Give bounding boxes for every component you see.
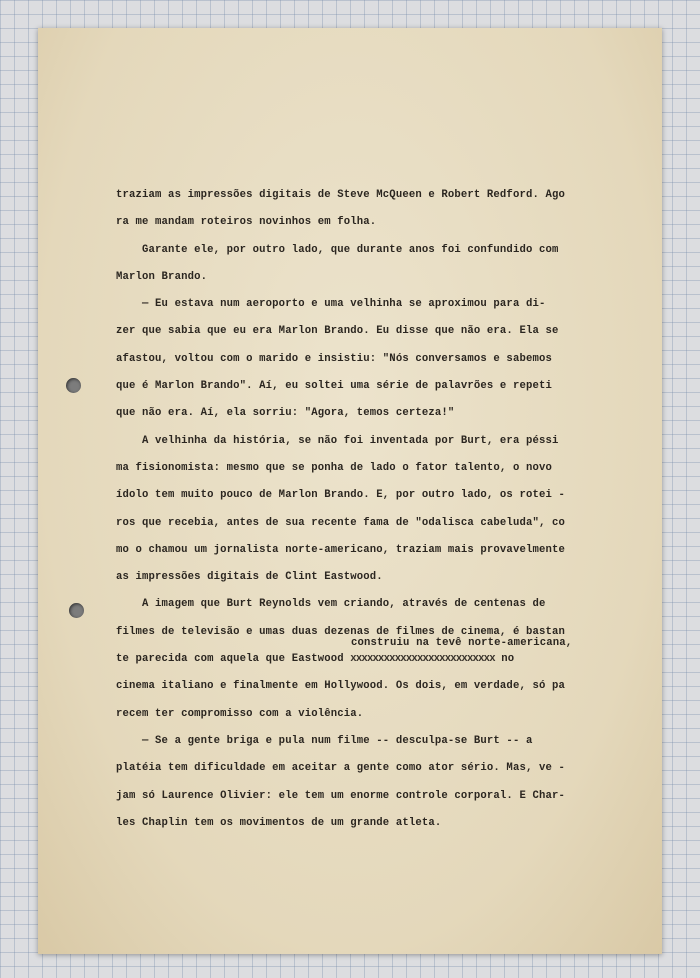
text-line: — Se a gente briga e pula num filme -- desculpa-se Burt -- a: [116, 734, 533, 747]
text-line: A imagem que Burt Reynolds vem criando, através de centenas de: [116, 598, 546, 611]
text-line: afastou, voltou com o marido e insistiu: "Nós conversamos e sabemos: [116, 352, 552, 365]
typewritten-page: [38, 28, 662, 954]
text-line: jam só Laurence Olivier: ele tem um enorme controle corporal. E Char-: [116, 789, 566, 802]
typed-text-body: [116, 182, 616, 837]
text-line: mo o chamou um jornalista norte-americano, traziam mais provavelmente: [116, 543, 566, 556]
punch-hole: [66, 378, 81, 393]
line-before-strike: te parecida com aquela que Eastwood: [116, 653, 351, 666]
text-line: cinema italiano e finalmente em Hollywood. Os dois, em verdade, só pa: [116, 680, 566, 693]
text-line: ma fisionomista: mesmo que se ponha de lado o fator talento, o novo: [116, 461, 552, 474]
punch-hole: [69, 603, 84, 618]
text-line: recem ter compromisso com a violência.: [116, 707, 364, 720]
text-line: traziam as impressões digitais de Steve McQueen e Robert Redford. Ago: [116, 189, 566, 201]
text-line: — Eu estava num aeroporto e uma velhinha se aproximou para di-: [116, 298, 546, 311]
corrected-text-line: [116, 637, 616, 673]
text-line: que não era. Aí, ela sorriu: "Agora, temos certeza!": [116, 407, 455, 420]
text-line: ros que recebia, antes de sua recente fama de "odalisca cabeluda", co: [116, 516, 566, 529]
text-line: as impressões digitais de Clint Eastwood.: [116, 571, 383, 584]
text-line: les Chaplin tem os movimentos de um grande atleta.: [116, 816, 442, 829]
text-line: zer que sabia que eu era Marlon Brando. Eu disse que não era. Ela se: [116, 325, 559, 338]
text-line: ídolo tem muito pouco de Marlon Brando. E, por outro lado, os rotei -: [116, 489, 566, 502]
struck-out-text: xxxxxxxxxxxxxxxxxxxxxxxxxx: [350, 653, 495, 666]
text-line: Marlon Brando.: [116, 270, 208, 283]
text-line: ra me mandam roteiros novinhos em folha.: [116, 216, 377, 229]
text-line: platéia tem dificuldade em aceitar a gente como ator sério. Mas, ve -: [116, 762, 566, 775]
line-after-strike: no: [494, 653, 515, 666]
text-line: que é Marlon Brando". Aí, eu soltei uma série de palavrões e repeti: [116, 380, 552, 393]
text-line: A velhinha da história, se não foi inventada por Burt, era péssi: [116, 434, 559, 447]
handtyped-insertion: construiu na tevê norte-americana,: [351, 637, 573, 650]
text-line: Garante ele, por outro lado, que durante anos foi confundido com: [116, 243, 559, 256]
text-line: filmes de televisão e umas duas dezenas de filmes de cinema, é bastan: [116, 625, 566, 638]
